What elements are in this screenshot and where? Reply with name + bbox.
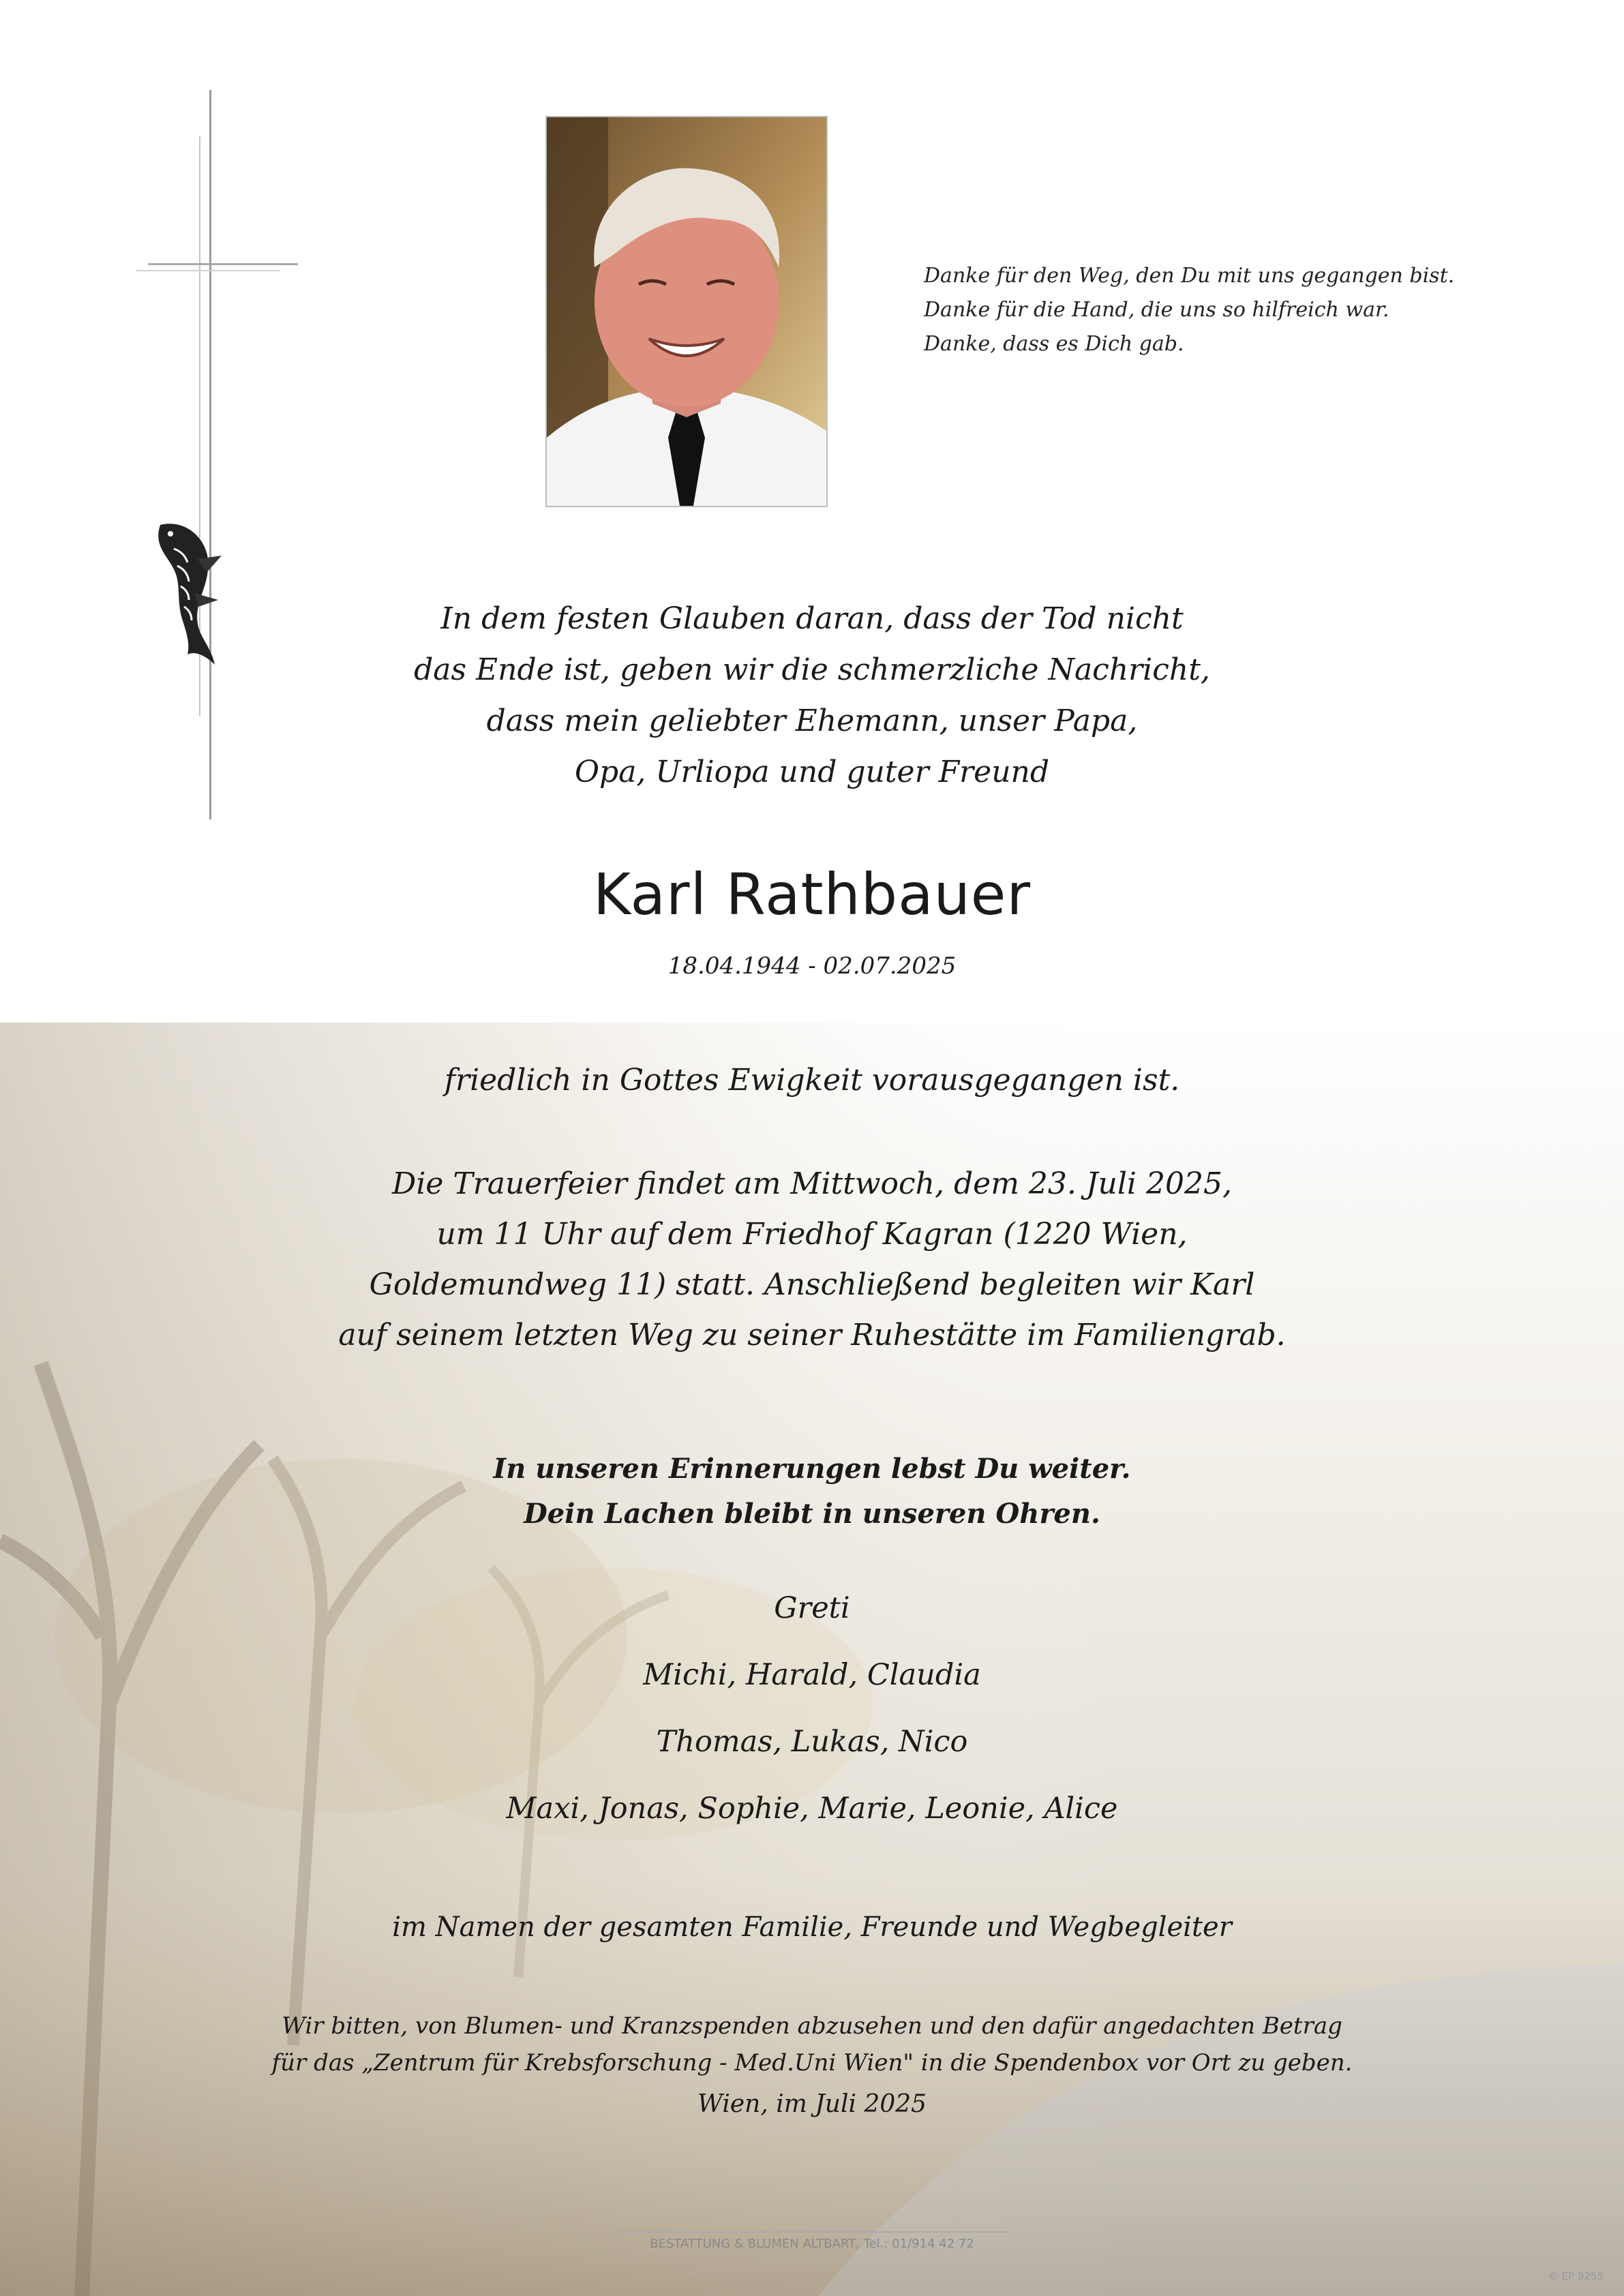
mourner-line: Greti [774, 1591, 850, 1625]
portrait-photo [545, 116, 828, 507]
mourner-line: Michi, Harald, Claudia [643, 1658, 981, 1692]
motto [0, 1447, 1624, 1537]
passed-text: friedlich in Gottes Ewigkeit vorausgegangen ist. [444, 1063, 1180, 1098]
service-line: um 11 Uhr auf dem Friedhof Kagran (1220 Wien, [436, 1217, 1188, 1252]
intro-text [0, 593, 1624, 798]
mourner-line: Maxi, Jonas, Sophie, Marie, Leonie, Alice [506, 1792, 1118, 1826]
motto-line: Dein Lachen bleibt in unseren Ohren. [524, 1498, 1100, 1530]
place-date: Wien, im Juli 2025 [697, 2090, 927, 2118]
donation-line: Wir bitten, von Blumen- und Kranzspenden abzusehen und den dafür angedachten Betrag [282, 2012, 1342, 2040]
intro-line: In dem festen Glauben daran, dass der Tod nicht [440, 601, 1184, 636]
cross-bar-shadow [136, 270, 280, 271]
service-line: auf seinem letzten Weg zu seiner Ruhestätte im Familiengrab. [338, 1318, 1286, 1353]
cross-bar [148, 263, 298, 265]
mourner-line: Thomas, Lukas, Nico [656, 1725, 968, 1759]
footer-divider [614, 2231, 1009, 2233]
service-line: Goldemundweg 11) statt. Anschließend begleiten wir Karl [369, 1267, 1255, 1302]
motto-line: In unseren Erinnerungen lebst Du weiter. [493, 1453, 1131, 1485]
service-line: Die Trauerfeier findet am Mittwoch, dem 23. Juli 2025, [392, 1166, 1232, 1201]
quote-line: Danke für die Hand, die uns so hilfreich war. [924, 298, 1389, 322]
quote-line: Danke für den Weg, den Du mit uns gegangen bist. [924, 264, 1455, 288]
mourners-list [0, 1575, 1624, 1842]
intro-line: dass mein geliebter Ehemann, unser Papa, [486, 704, 1138, 738]
print-code: © EP 9255 [1548, 2270, 1604, 2282]
deceased-name: Karl Rathbauer [592, 861, 1032, 928]
service-info [0, 1159, 1624, 1361]
intro-line: das Ende ist, geben wir die schmerzliche Nachricht, [414, 652, 1210, 687]
donation-request [0, 2008, 1624, 2081]
donation-line: für das „Zentrum für Krebsforschung - Med.Uni Wien" in die Spendenbox vor Ort zu geben. [271, 2049, 1353, 2076]
intro-line: Opa, Urliopa und guter Freund [574, 755, 1050, 789]
undertaker-footer: BESTATTUNG & BLUMEN ALTBART, Tel.: 01/914 42 72 [650, 2237, 974, 2251]
quote-block [924, 259, 1455, 361]
quote-line: Danke, dass es Dich gab. [924, 332, 1184, 356]
life-dates: 18.04.1944 - 02.07.2025 [667, 952, 957, 980]
family-line: im Namen der gesamten Familie, Freunde und Wegbegleiter [392, 1912, 1232, 1943]
